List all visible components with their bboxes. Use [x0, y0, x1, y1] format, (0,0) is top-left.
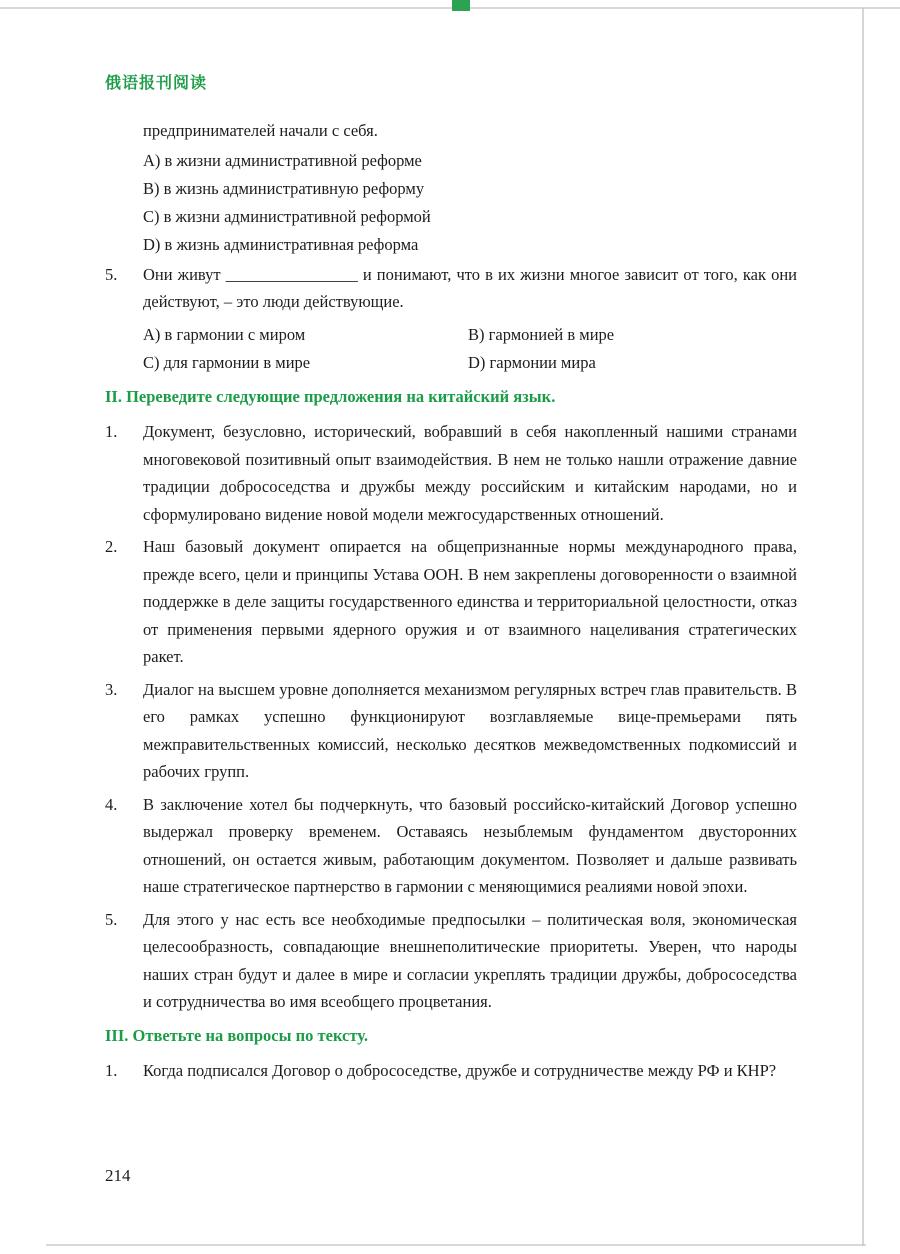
translation-item-5	[105, 906, 797, 1016]
translation-item-2	[105, 533, 797, 671]
item-text: Документ, безусловно, исторический, вобравший в себя накопленный нашими странами многовековой позитивный опыт взаимодействия. В нем не только нашли отражение давние традиции добрососедства и дружбы между российским и китайским народами, но и сформулировано видение новой модели межгосударственных отношений.	[143, 422, 797, 524]
book-title: 俄语报刊阅读	[105, 73, 208, 92]
question-4-options	[143, 147, 797, 259]
translation-item-4	[105, 791, 797, 901]
question-text: Они живут ________________ и понимают, что в их жизни многое зависит от того, как они действуют, – это люди действующие.	[143, 264, 797, 311]
item-number: 2.	[105, 537, 118, 556]
question-number: 5.	[105, 264, 118, 284]
option-c: C) для гармонии в мире	[143, 352, 311, 372]
item-number: 1.	[105, 422, 118, 441]
item-number: 5.	[105, 909, 118, 929]
item-text: Наш базовый документ опирается на общепризнанные нормы международного права, прежде всего, цели и принципы Устава ООН. В нем закреплены договоренности о взаимной поддержке в деле защиты государственного единства и территориальной целостности, отказ от применения первыми ядерного оружия и от взаимного нацеливания стратегических ракет.	[143, 537, 797, 666]
item-text: Когда подписался Договор о добрососедстве, дружбе и сотрудничестве между РФ и КНР?	[143, 1061, 777, 1080]
item-text: Диалог на высшем уровне дополняется механизмом регулярных встреч глав правительств. В его рамках успешно функционируют возглавляемые вице-премьерами пять межправительственных комиссий, несколько десятков межведомственных подкомиссий и рабочих групп.	[143, 679, 797, 781]
scan-edge-bottom	[46, 1244, 866, 1246]
print-registration-mark	[452, 0, 470, 11]
item-number: 4.	[105, 794, 118, 814]
scan-edge-top	[0, 7, 900, 9]
scan-edge-right	[862, 8, 864, 1246]
page-content	[105, 70, 797, 1090]
translation-item-1	[105, 418, 797, 528]
item-number: 3.	[105, 679, 118, 699]
question-5-options	[143, 321, 797, 377]
option-a: A) в жизни административной реформе	[143, 150, 422, 170]
comprehension-question-1	[105, 1057, 797, 1085]
section-3-heading: III. Ответьте на вопросы по тексту.	[105, 1025, 368, 1045]
option-b: B) гармонией в мире	[468, 324, 615, 344]
question-stem-continuation: предпринимателей начали с себя.	[143, 121, 378, 140]
section-2-heading: II. Переведите следующие предложения на китайский язык.	[105, 386, 556, 406]
option-b: B) в жизнь административную реформу	[143, 178, 425, 198]
option-a: A) в гармонии с миром	[143, 324, 306, 344]
option-d: D) в жизнь административная реформа	[143, 234, 419, 254]
option-d: D) гармонии мира	[468, 352, 596, 372]
page-number: 214	[105, 1166, 131, 1185]
translation-item-3	[105, 676, 797, 786]
item-number: 1.	[105, 1061, 118, 1080]
item-text: Для этого у нас есть все необходимые предпосылки – политическая воля, экономическая целесообразность, совпадающие внешнеполитические приоритеты. Уверен, что народы наших стран будут и далее в мире и согласии укреплять традиции дружбы, добрососедства и сотрудничества во имя всеобщего процветания.	[143, 909, 797, 1011]
item-text: В заключение хотел бы подчеркнуть, что базовый российско-китайский Договор успешно выдержал проверку временем. Оставаясь незыблемым фундаментом двусторонних отношений, он остается живым, работающим документом. Позволяет и дальше развивать наше стратегическое партнерство в гармонии с меняющимися реалиями новой эпохи.	[143, 794, 797, 896]
question-5	[105, 261, 797, 316]
option-c: C) в жизни административной реформой	[143, 206, 431, 226]
